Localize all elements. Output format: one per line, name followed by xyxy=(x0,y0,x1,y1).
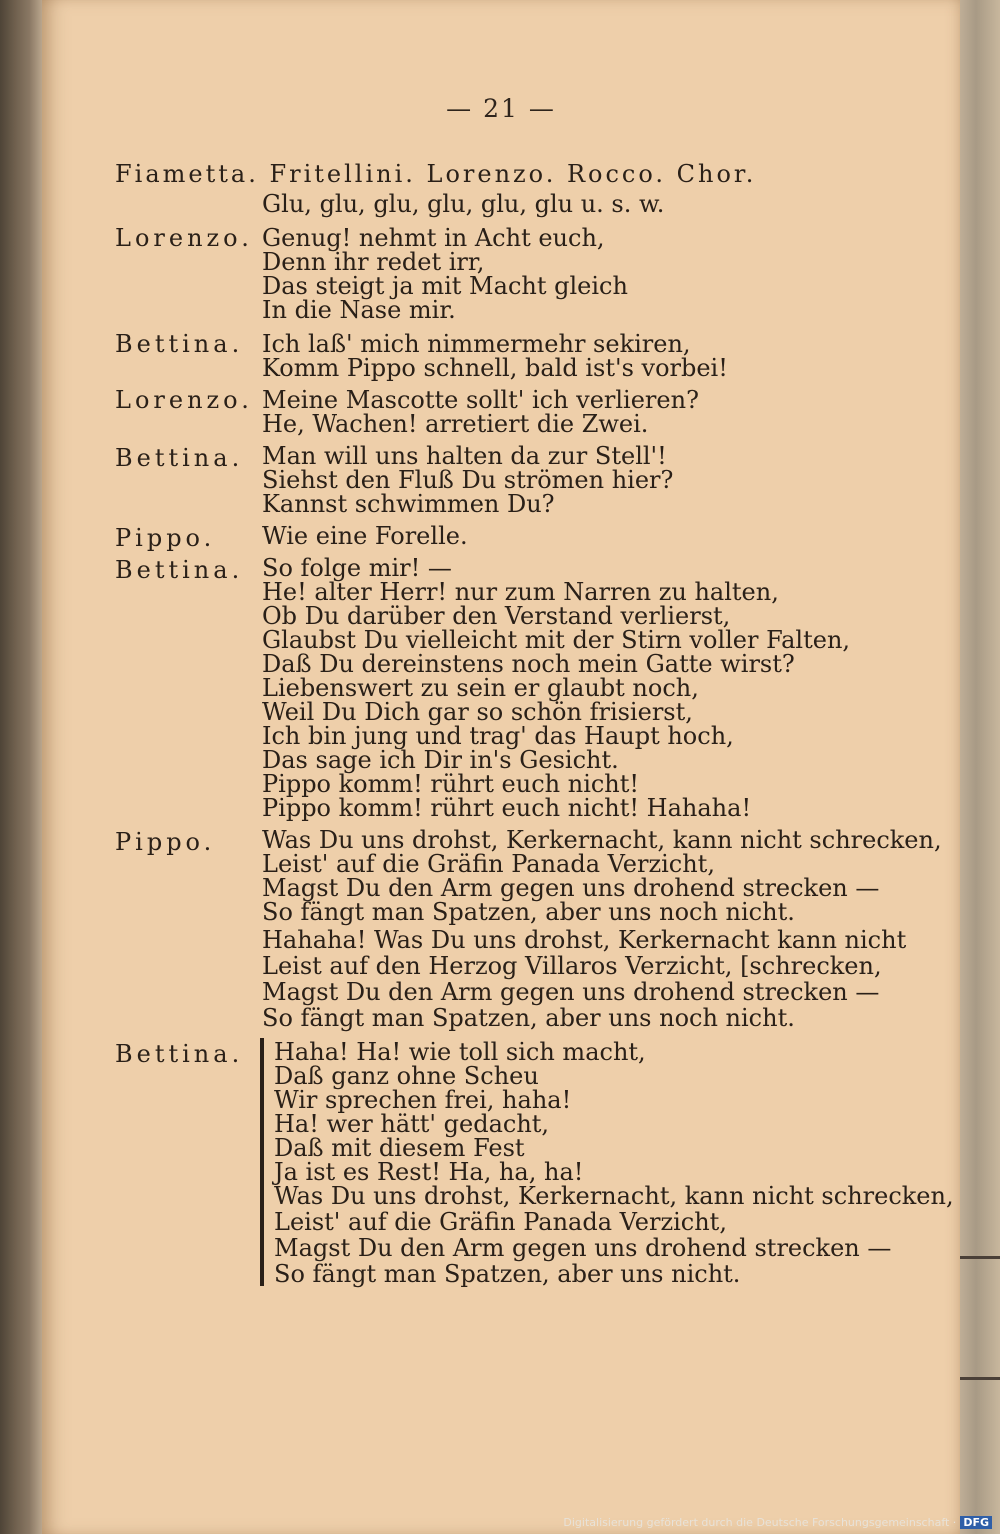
verse-line: Man will uns halten da zur Stell'! xyxy=(262,442,667,470)
ensemble-speakers: Fiametta. Fritellini. Lorenzo. Rocco. Chor. xyxy=(115,160,757,188)
verse-line: Weil Du Dich gar so schön frisierst, xyxy=(262,698,693,726)
verse-line: Ha! wer hätt' gedacht, xyxy=(274,1110,550,1138)
verse-line: Wir sprechen frei, haha! xyxy=(274,1086,572,1114)
verse-line: Leist auf den Herzog Villaros Verzicht, [schrecken, xyxy=(262,952,882,980)
credit-text: Digitalisierung gefördert durch die Deutsche Forschungsgemeinschaft · xyxy=(563,1516,957,1529)
verse-line: Ja ist es Rest! Ha, ha, ha! xyxy=(274,1158,584,1186)
verse-line: Liebenswert zu sein er glaubt noch, xyxy=(262,674,699,702)
speaker-name: Bettina. xyxy=(115,1040,244,1068)
verse-line: Siehst den Fluß Du strömen hier? xyxy=(262,466,674,494)
verse-line: In die Nase mir. xyxy=(262,296,456,324)
verse-line: Wie eine Forelle. xyxy=(262,522,468,550)
verse-line: Kannst schwimmen Du? xyxy=(262,490,555,518)
speaker-name: Bettina. xyxy=(115,444,244,472)
verse-line: Was Du uns drohst, Kerkernacht, kann nicht schrecken, xyxy=(262,826,942,854)
verse-line: Glu, glu, glu, glu, glu, glu u. s. w. xyxy=(262,190,665,218)
verse-line: Denn ihr redet irr, xyxy=(262,248,485,276)
page-number: — 21 — xyxy=(446,94,556,123)
verse-line: Das sage ich Dir in's Gesicht. xyxy=(262,746,619,774)
verse-line: Genug! nehmt in Acht euch, xyxy=(262,224,605,252)
verse-line: He! alter Herr! nur zum Narren zu halten, xyxy=(262,578,779,606)
speaker-name: Lorenzo. xyxy=(115,224,253,252)
verse-line: He, Wachen! arretiert die Zwei. xyxy=(262,410,649,438)
verse-line: Ob Du darüber den Verstand verlierst, xyxy=(262,602,731,630)
speaker-name: Bettina. xyxy=(115,556,244,584)
book-page xyxy=(42,0,960,1534)
dfg-logo: DFG xyxy=(960,1516,992,1529)
verse-line: Magst Du den Arm gegen uns drohend strecken — xyxy=(262,978,880,1006)
verse-line: Ich laß' mich nimmermehr sekiren, xyxy=(262,330,691,358)
verse-line: Glaubst Du vielleicht mit der Stirn voller Falten, xyxy=(262,626,851,654)
speaker-name: Pippo. xyxy=(115,524,216,552)
verse-line: Leist' auf die Gräfin Panada Verzicht, xyxy=(274,1208,727,1236)
verse-line: So fängt man Spatzen, aber uns noch nicht. xyxy=(262,1004,795,1032)
verse-line: Daß ganz ohne Scheu xyxy=(274,1062,539,1090)
verse-line: So folge mir! — xyxy=(262,554,452,582)
ensemble-brace xyxy=(260,1038,264,1286)
verse-line: Magst Du den Arm gegen uns drohend strecken — xyxy=(274,1234,892,1262)
verse-line: Meine Mascotte sollt' ich verlieren? xyxy=(262,386,699,414)
verse-line: So fängt man Spatzen, aber uns nicht. xyxy=(274,1260,741,1288)
book-binding xyxy=(0,0,42,1534)
verse-line: Magst Du den Arm gegen uns drohend strecken — xyxy=(262,874,880,902)
verse-line: Pippo komm! rührt euch nicht! Hahaha! xyxy=(262,794,752,822)
verse-line: Daß Du dereinstens noch mein Gatte wirst? xyxy=(262,650,795,678)
verse-line: Komm Pippo schnell, bald ist's vorbei! xyxy=(262,354,728,382)
verse-line: Leist' auf die Gräfin Panada Verzicht, xyxy=(262,850,715,878)
verse-line: So fängt man Spatzen, aber uns noch nicht. xyxy=(262,898,795,926)
verse-line: Haha! Ha! wie toll sich macht, xyxy=(274,1038,646,1066)
verse-line: Daß mit diesem Fest xyxy=(274,1134,525,1162)
speaker-name: Bettina. xyxy=(115,330,244,358)
speaker-name: Lorenzo. xyxy=(115,386,253,414)
verse-line: Was Du uns drohst, Kerkernacht, kann nicht schrecken, xyxy=(274,1182,954,1210)
digitization-credit xyxy=(563,1516,992,1529)
verse-line: Pippo komm! rührt euch nicht! xyxy=(262,770,640,798)
verse-line: Hahaha! Was Du uns drohst, Kerkernacht kann nicht xyxy=(262,926,907,954)
verse-line: Das steigt ja mit Macht gleich xyxy=(262,272,628,300)
verse-line: Ich bin jung und trag' das Haupt hoch, xyxy=(262,722,734,750)
speaker-name: Pippo. xyxy=(115,828,216,856)
